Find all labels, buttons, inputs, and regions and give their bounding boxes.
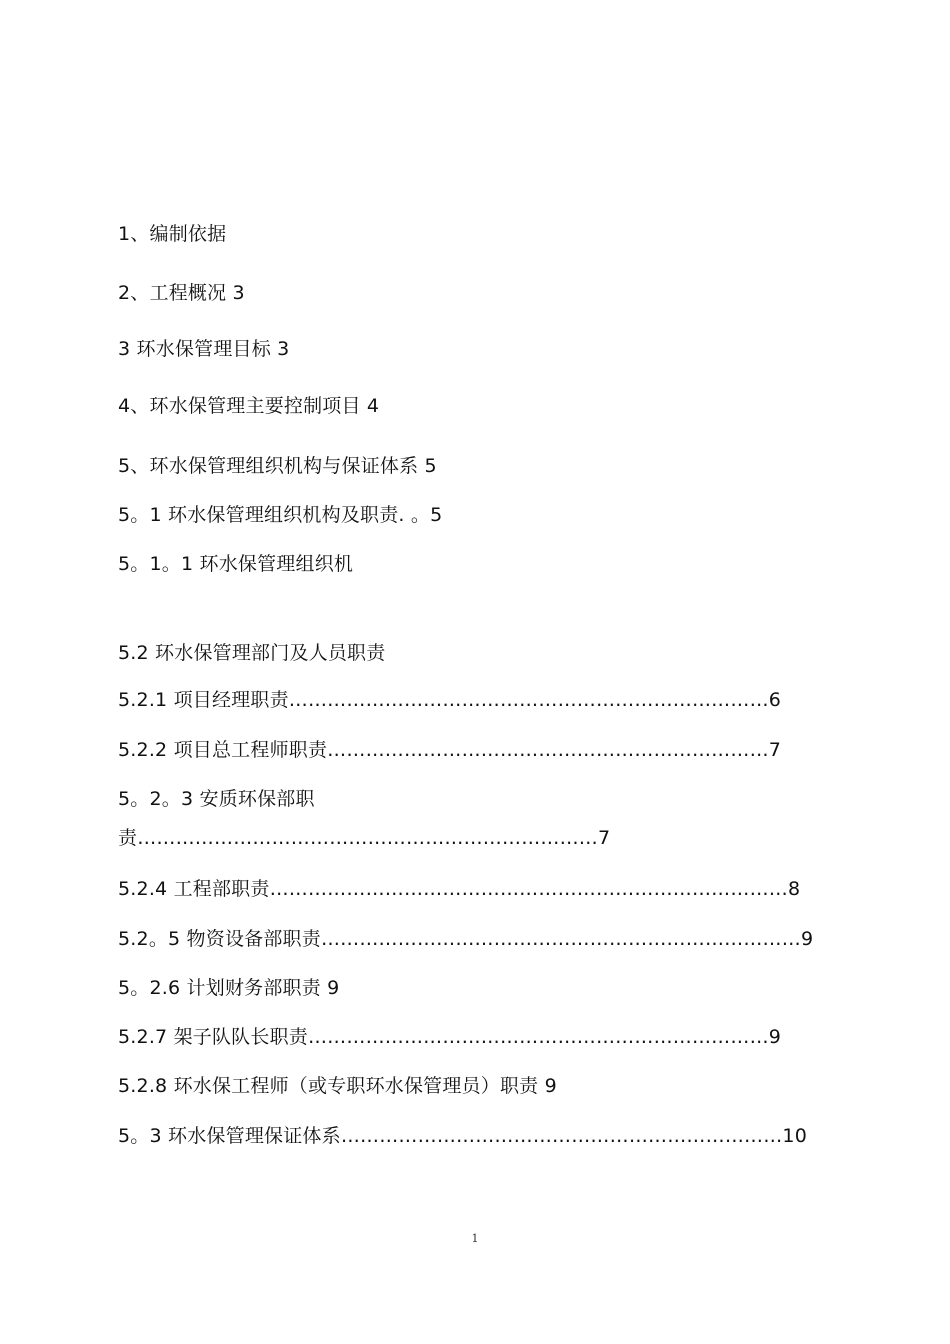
toc-entry: 5。2.6 计划财务部职责 9 <box>118 977 340 999</box>
toc-entry: 5。1 环水保管理组织机构及职责. 。5 <box>118 504 443 526</box>
toc-entry: 5、环水保管理组织机构与保证体系 5 <box>118 455 437 477</box>
toc-entry: 5.2.4 工程部职责………………………………………………………………………8 <box>118 878 801 900</box>
toc-entry: 3 环水保管理目标 3 <box>118 338 290 360</box>
toc-entry: 5。1。1 环水保管理组织机 <box>118 553 354 575</box>
toc-entry: 1、编制依据 <box>118 223 227 245</box>
page-number: 1 <box>471 1232 479 1245</box>
toc-entry: 5.2 环水保管理部门及人员职责 <box>118 642 386 664</box>
toc-entry: 5。2。3 安质环保部职 <box>118 788 315 810</box>
toc-entry: 5.2.8 环水保工程师（或专职环水保管理员）职责 9 <box>118 1075 557 1097</box>
toc-entry: 5.2.2 项目总工程师职责……………………………………………………………7 <box>118 739 782 761</box>
toc-entry: 5.2.1 项目经理职责…………………………………………………………………6 <box>118 689 782 711</box>
toc-entry: 责………………………………………………………………7 <box>118 827 611 849</box>
toc-entry: 5。3 环水保管理保证体系……………………………………………………………10 <box>118 1125 807 1147</box>
toc-entry: 5.2.7 架子队队长职责………………………………………………………………9 <box>118 1026 782 1048</box>
toc-entry: 5.2。5 物资设备部职责…………………………………………………………………9 <box>118 928 814 950</box>
toc-entry: 4、环水保管理主要控制项目 4 <box>118 395 380 417</box>
toc-entry: 2、工程概况 3 <box>118 282 245 304</box>
